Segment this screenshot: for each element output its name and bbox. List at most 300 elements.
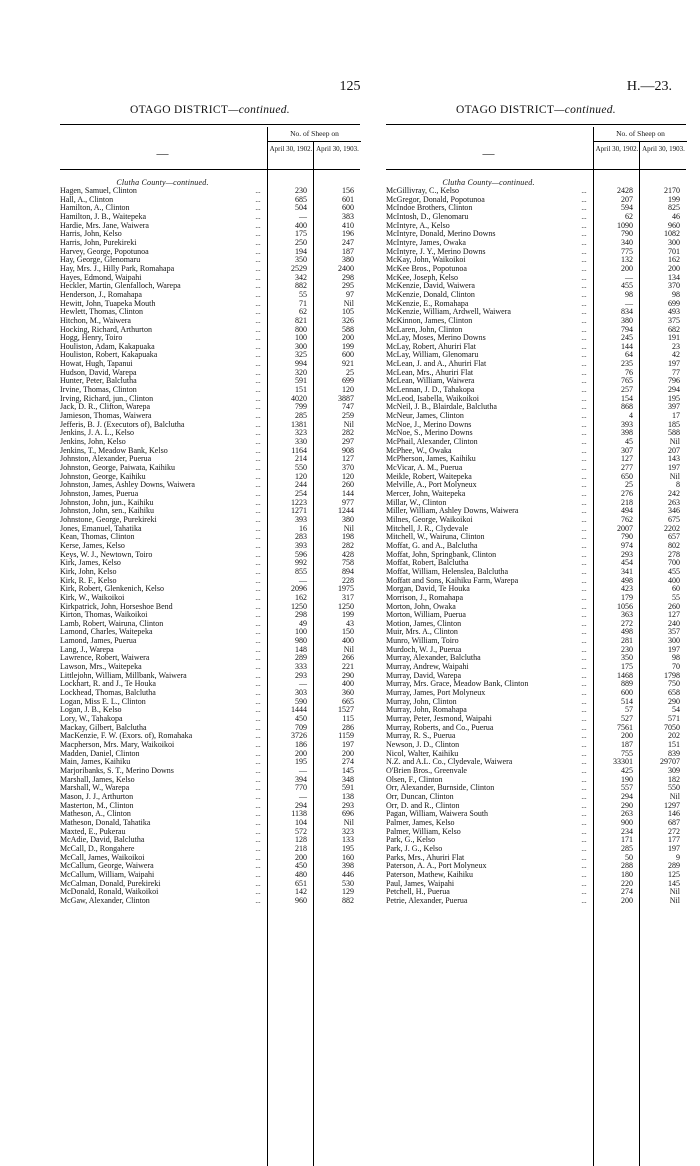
sheep-1903: 187 <box>342 246 354 256</box>
owner-name: Nicol, Walter, Kaihiku <box>386 749 459 758</box>
leader-dots: ... <box>581 256 587 265</box>
owner-name: Mackay, Gilbert, Balclutha <box>60 723 147 732</box>
leader-dots: ... <box>581 741 587 749</box>
sheep-1902: 992 <box>295 558 307 568</box>
leader-dots: ... <box>255 836 261 845</box>
table-header <box>386 124 686 170</box>
sheep-1903: 221 <box>342 662 354 672</box>
sheep-1902: 980 <box>295 636 307 646</box>
owner-name: Murray, David, Warepa <box>386 671 462 680</box>
table-row <box>386 698 686 707</box>
leader-dots: ... <box>581 438 587 447</box>
leader-dots: ... <box>255 394 261 403</box>
owner-name: McPhee, W., Owaka <box>386 446 452 455</box>
leader-dots: ... <box>581 706 587 715</box>
owner-name: Lamond, Charles, Waitepeka <box>60 628 153 637</box>
leader-dots: ... <box>581 792 587 801</box>
sheep-1903: Nil <box>343 817 354 827</box>
sheep-1903: 182 <box>668 774 680 784</box>
leader-dots: ... <box>255 360 261 369</box>
table-row <box>60 871 360 880</box>
table-row <box>60 654 360 663</box>
owner-name: McKenzie, E., Romahapa <box>386 299 469 308</box>
leader-dots: ... <box>255 853 261 862</box>
owner-name: McNoe, J., Merino Downs <box>386 420 472 429</box>
table-row <box>60 646 360 655</box>
sheep-1902: 323 <box>295 428 307 438</box>
sheep-1903: 1244 <box>338 506 354 516</box>
owner-name: Morton, William, Puerua <box>386 611 466 620</box>
owner-name: Keys, W. J., Newtown, Toiro <box>60 550 153 559</box>
district-title-cont: —continued. <box>554 104 616 116</box>
leader-dots: ... <box>581 888 587 897</box>
table-row <box>60 845 360 854</box>
leader-dots: ... <box>581 645 587 654</box>
leader-dots: ... <box>581 507 587 516</box>
sheep-1902: 557 <box>621 783 633 793</box>
sheep-1903: 977 <box>342 497 354 507</box>
table-row <box>386 706 686 715</box>
sheep-1903: 198 <box>342 532 354 542</box>
table-row <box>386 351 686 360</box>
col-1903-header: April 30, 1903. <box>639 142 687 172</box>
table-row <box>386 248 686 257</box>
owner-name: Hardie, Mrs. Jane, Waiwera <box>60 221 149 230</box>
table-row <box>60 620 360 629</box>
table-row <box>386 516 686 525</box>
sheep-1903: 295 <box>342 281 354 291</box>
sheep-1902: 293 <box>295 670 307 680</box>
sheep-1902: 341 <box>621 566 633 576</box>
table-row <box>60 698 360 707</box>
owner-name: Jenkins, T., Meadow Bank, Kelso <box>60 446 168 455</box>
owner-name: Moffat, Robert, Balclutha <box>386 559 469 568</box>
sheep-1903: 1250 <box>338 601 354 611</box>
owner-name: Moffat, G. and A., Balclutha <box>386 541 478 550</box>
table-row <box>60 603 360 612</box>
sheep-1902: 572 <box>295 826 307 836</box>
sheep-1902: 393 <box>295 540 307 550</box>
sheep-1903: 657 <box>668 532 680 542</box>
owner-name: Hitchon, M., Waiwera <box>60 316 131 325</box>
sheep-1903: 70 <box>672 662 680 672</box>
table-row <box>60 369 360 378</box>
table-row <box>386 377 686 386</box>
leader-dots: ... <box>255 438 261 447</box>
sheep-1902: — <box>625 298 633 308</box>
sheep-1902: 98 <box>625 289 633 299</box>
sheep-1902: 104 <box>295 817 307 827</box>
sheep-1903: 23 <box>672 341 680 351</box>
table-row <box>386 239 686 248</box>
owner-name: McIntyre, James, Owaka <box>386 238 466 247</box>
sheep-1902: 62 <box>299 307 307 317</box>
sheep-1902: 1381 <box>291 419 307 429</box>
sheep-1902: 132 <box>621 255 633 265</box>
owner-name: Mercer, John, Waitepeka <box>386 489 466 498</box>
table-row <box>386 862 686 871</box>
sheep-1902: 276 <box>621 488 633 498</box>
owner-name: McCall, D., Rongahere <box>60 844 135 853</box>
leader-dots: ... <box>581 308 587 317</box>
sheep-1902: 148 <box>295 644 307 654</box>
sheep-1903: 138 <box>342 791 354 801</box>
leader-dots: ... <box>255 732 261 741</box>
owner-name: Kerse, James, Kelso <box>60 541 125 550</box>
owner-name: Jenkins, John, Kelso <box>60 438 126 447</box>
sheep-1903: 894 <box>342 566 354 576</box>
leader-dots: ... <box>581 619 587 628</box>
owner-name: Lockhead, Thomas, Balclutha <box>60 689 156 698</box>
sheep-1903: 259 <box>342 411 354 421</box>
table-row <box>60 213 360 222</box>
owner-name: Irvine, Thomas, Clinton <box>60 386 137 395</box>
leader-dots: ... <box>255 524 261 533</box>
table-row <box>60 706 360 715</box>
table-row <box>386 741 686 750</box>
sheep-1902: 960 <box>295 895 307 905</box>
owner-name: Kirkpatrick, John, Horseshoe Bend <box>60 602 173 611</box>
leader-dots: ... <box>581 870 587 879</box>
table-row <box>60 317 360 326</box>
sheep-1903: 162 <box>668 255 680 265</box>
owner-name: Jack, D. R., Clifton, Warepa <box>60 403 151 412</box>
sheep-1903: 701 <box>668 246 680 256</box>
owner-name: McLean, Mrs., Ahuriri Flat <box>386 368 474 377</box>
sheep-1903: 298 <box>342 272 354 282</box>
table-row <box>386 429 686 438</box>
leader-dots: ... <box>581 715 587 724</box>
owner-name: McCallum, William, Waipahi <box>60 870 155 879</box>
sheep-1902: 120 <box>295 471 307 481</box>
owner-name: McGaw, Alexander, Clinton <box>60 896 150 905</box>
sheep-1902: 175 <box>295 229 307 239</box>
table-row <box>386 628 686 637</box>
leader-dots: ... <box>581 342 587 351</box>
sheep-1902: 303 <box>295 688 307 698</box>
sheep-1902: 218 <box>621 497 633 507</box>
owner-name: McKinnon, James, Clinton <box>386 316 473 325</box>
leader-dots: ... <box>255 775 261 784</box>
owner-name: McLay, Moses, Merino Downs <box>386 334 486 343</box>
leader-dots: ... <box>255 628 261 637</box>
sheep-1903: 1082 <box>664 229 680 239</box>
leader-dots: ... <box>255 533 261 542</box>
leader-dots: ... <box>255 420 261 429</box>
sheep-1903: 882 <box>342 895 354 905</box>
sheep-1903: 908 <box>342 445 354 455</box>
owner-name: Melville, A., Port Molyneux <box>386 481 477 490</box>
leader-dots: ... <box>255 715 261 724</box>
leader-dots: ... <box>581 611 587 620</box>
owner-name: Harris, John, Kelso <box>60 230 122 239</box>
owner-name: Main, James, Kaihiku <box>60 758 131 767</box>
table-row <box>386 758 686 767</box>
leader-dots: ... <box>255 550 261 559</box>
leader-dots: ... <box>581 334 587 343</box>
table-row <box>386 473 686 482</box>
sheep-1902: 591 <box>295 376 307 386</box>
table-row <box>60 854 360 863</box>
sheep-1903: 185 <box>668 419 680 429</box>
owner-name: McLeod, Isabella, Waikoikoi <box>386 394 479 403</box>
owner-name: Hewlett, Thomas, Clinton <box>60 308 143 317</box>
sheep-1902: 190 <box>621 774 633 784</box>
sheep-1902: 455 <box>621 281 633 291</box>
leader-dots: ... <box>255 247 261 256</box>
owner-name: McLennan, J. D., Tahakopa <box>386 386 475 395</box>
table-row <box>60 308 360 317</box>
table-row <box>60 248 360 257</box>
owner-name: McIntosh, D., Glenomaru <box>386 212 469 221</box>
sheep-1902: 650 <box>621 471 633 481</box>
leader-dots: ... <box>581 810 587 819</box>
table-row <box>60 862 360 871</box>
leader-dots: ... <box>255 766 261 775</box>
owner-name: Logan, J. B., Kelso <box>60 706 122 715</box>
leader-dots: ... <box>255 758 261 767</box>
section-heading: Clutha County—continued. <box>116 178 209 187</box>
owner-name: Kirton, Thomas, Waikoikoi <box>60 611 148 620</box>
sheep-1902: 1223 <box>291 497 307 507</box>
owner-name: Lockhart, R. and J., Te Houka <box>60 680 156 689</box>
leader-dots: ... <box>255 654 261 663</box>
leader-dots: ... <box>581 386 587 395</box>
table-row <box>386 776 686 785</box>
owner-name: Harris, John, Purekireki <box>60 238 137 247</box>
sheep-1903: 591 <box>342 783 354 793</box>
sheep-1903: 1297 <box>664 800 680 810</box>
sheep-1902: 504 <box>295 203 307 213</box>
leader-dots: ... <box>581 464 587 472</box>
sheep-1903: 54 <box>672 705 680 715</box>
sheep-1902: 594 <box>621 203 633 213</box>
owner-name: Park, G., Kelso <box>386 836 436 845</box>
owner-name: Moffat, William, Helenslea, Balclutha <box>386 567 509 576</box>
owner-name: Lamb, Robert, Wairuna, Clinton <box>60 619 164 628</box>
sheep-1903: 297 <box>342 437 354 447</box>
table-row <box>386 282 686 291</box>
sheep-1903: 300 <box>668 237 680 247</box>
table-row <box>60 585 360 594</box>
table-row <box>60 300 360 309</box>
table-row <box>60 274 360 283</box>
leader-dots: ... <box>581 593 587 602</box>
owner-name: Murray, Peter, Jesmond, Waipahi <box>386 715 492 724</box>
table-row <box>386 230 686 239</box>
leader-dots: ... <box>255 498 261 507</box>
table-row <box>386 499 686 508</box>
leader-dots: ... <box>581 628 587 637</box>
leader-dots: ... <box>255 273 261 282</box>
sheep-1902: 294 <box>295 800 307 810</box>
owner-name: Littlejohn, William, Millbank, Waiwera <box>60 671 187 680</box>
leader-dots: ... <box>581 230 587 239</box>
sheep-1903: 197 <box>668 644 680 654</box>
leader-dots: ... <box>581 541 587 550</box>
sheep-1903: 588 <box>668 428 680 438</box>
sheep-1902: 790 <box>621 229 633 239</box>
leader-dots: ... <box>581 567 587 576</box>
leader-dots: ... <box>581 766 587 775</box>
sheep-1902: 289 <box>295 653 307 663</box>
leader-dots: ... <box>581 671 587 680</box>
sheep-1902: 1250 <box>291 601 307 611</box>
leader-dots: ... <box>581 377 587 386</box>
sheep-1902: 274 <box>621 887 633 897</box>
sheep-1903: 7050 <box>664 722 680 732</box>
sheep-1902: 71 <box>299 298 307 308</box>
sheep-1903: 202 <box>668 731 680 741</box>
sheep-1903: 675 <box>668 514 680 524</box>
table-row <box>60 239 360 248</box>
table-row <box>60 334 360 343</box>
sheep-1902: 550 <box>295 463 307 472</box>
owner-name: Kean, Thomas, Clinton <box>60 533 135 542</box>
sheep-1902: 333 <box>295 662 307 672</box>
sheep-1902: 55 <box>299 289 307 299</box>
leader-dots: ... <box>255 810 261 819</box>
sheep-1903: 42 <box>672 350 680 360</box>
owner-name: Lawson, Mrs., Waitepeka <box>60 663 142 672</box>
table-row <box>386 481 686 490</box>
leader-dots: ... <box>255 896 261 905</box>
owner-name: McGregor, Donald, Popotunoa <box>386 195 485 204</box>
sheep-1903: 600 <box>342 350 354 360</box>
owner-name: Murray, R. S., Puerua <box>386 732 456 741</box>
sheep-1902: 244 <box>295 480 307 490</box>
sheep-1902: 1468 <box>617 670 633 680</box>
owner-name: Kirk, John, Kelso <box>60 567 117 576</box>
leader-dots: ... <box>255 784 261 793</box>
leader-dots: ... <box>581 585 587 594</box>
leader-dots: ... <box>581 299 587 308</box>
sheep-1902: 651 <box>295 878 307 888</box>
table-row <box>386 585 686 594</box>
sheep-1902: 765 <box>621 376 633 386</box>
owner-name: McGillivray, C., Kelso <box>386 187 460 195</box>
table-row <box>386 464 686 473</box>
sheep-1902: 250 <box>295 237 307 247</box>
owner-name: Millar, W., Clinton <box>386 498 447 507</box>
sheep-1903: Nil <box>343 644 354 654</box>
sheep-1903: 266 <box>342 653 354 663</box>
table-row <box>386 750 686 759</box>
owner-name: Hagen, Samuel, Clinton <box>60 187 137 195</box>
sheep-1902: 800 <box>295 324 307 334</box>
sheep-1903: 346 <box>668 506 680 516</box>
sheep-1903: 601 <box>342 194 354 204</box>
table-row <box>60 880 360 889</box>
owner-name: Murray, Mrs. Grace, Meadow Bank, Clinton <box>386 680 529 689</box>
leader-dots: ... <box>581 576 587 585</box>
table-row <box>386 300 686 309</box>
table-row <box>386 854 686 863</box>
sheep-1903: 98 <box>672 289 680 299</box>
leader-dots: ... <box>255 282 261 291</box>
owner-name: McVicar, A. M., Puerua <box>386 464 463 472</box>
sheep-1903: 260 <box>668 601 680 611</box>
leader-dots: ... <box>255 888 261 897</box>
owner-name: Palmer, William, Kelso <box>386 827 461 836</box>
table-row <box>60 222 360 231</box>
sheep-1903: 120 <box>342 471 354 481</box>
leader-dots: ... <box>255 464 261 472</box>
sheep-1902: 685 <box>295 194 307 204</box>
leader-dots: ... <box>255 706 261 715</box>
table-row <box>386 507 686 516</box>
sheep-1902: 62 <box>625 211 633 221</box>
owner-name: Madden, Daniel, Clinton <box>60 749 140 758</box>
sheep-1902: 1090 <box>617 220 633 230</box>
leader-dots: ... <box>255 221 261 230</box>
sheep-1903: 197 <box>342 740 354 749</box>
owner-name: Masterton, M., Clinton <box>60 801 134 810</box>
sheep-1902: 775 <box>621 246 633 256</box>
owner-name: Marshall, W., Warepa <box>60 784 130 793</box>
sheep-1903: 796 <box>668 376 680 386</box>
leader-dots: ... <box>255 256 261 265</box>
owner-name: MacKenzie, F. W. (Exors. of), Romahaka <box>60 732 193 741</box>
owner-name: Johnston, Alexander, Puerua <box>60 455 152 464</box>
sheep-1902: 100 <box>295 333 307 343</box>
owner-name: McPherson, James, Kaihiku <box>386 455 476 464</box>
sheep-1903: Nil <box>343 523 354 533</box>
leader-dots: ... <box>255 792 261 801</box>
table-row <box>60 758 360 767</box>
table-row <box>60 386 360 395</box>
table-row <box>60 187 360 196</box>
sheep-1903: 289 <box>668 861 680 871</box>
table-row <box>386 897 686 906</box>
sheep-1903: 145 <box>668 878 680 888</box>
sheep-1903: 758 <box>342 558 354 568</box>
sheep-1903: 195 <box>668 393 680 403</box>
owner-name: McKay, John, Waikoikoi <box>386 256 466 265</box>
sheep-1903: 493 <box>668 307 680 317</box>
sheep-1903: 282 <box>342 428 354 438</box>
owner-name: McLay, William, Glenomaru <box>386 351 479 360</box>
owner-name: Park, J. G., Kelso <box>386 844 443 853</box>
table-row <box>60 836 360 845</box>
table-row <box>60 326 360 335</box>
table-row <box>386 490 686 499</box>
leader-dots: ... <box>581 472 587 481</box>
sheep-1902: 171 <box>621 835 633 845</box>
sheep-1902: 330 <box>295 437 307 447</box>
sheep-1903: 25 <box>346 367 354 377</box>
sheep-1903: 60 <box>672 584 680 594</box>
owner-name: Hay, George, Glenomaru <box>60 256 141 265</box>
leader-dots: ... <box>255 204 261 213</box>
table-row <box>386 317 686 326</box>
leader-dots: ... <box>581 316 587 325</box>
owner-name: Hay, Mrs. J., Hilly Park, Romahapa <box>60 264 175 273</box>
owner-name: McKenzie, Donald, Clinton <box>386 290 475 299</box>
col-1903-header: April 30, 1903. <box>313 142 361 172</box>
leader-dots: ... <box>581 836 587 845</box>
leader-dots: ... <box>255 663 261 672</box>
table-row <box>386 646 686 655</box>
sheep-1902: 2529 <box>291 263 307 273</box>
owner-name: Morgan, David, Te Houka <box>386 585 470 594</box>
table-row <box>60 802 360 811</box>
sheep-1902: 393 <box>295 514 307 524</box>
sheep-1903: 921 <box>342 359 354 369</box>
table-row <box>386 187 686 196</box>
leader-dots: ... <box>255 481 261 490</box>
sheep-1902: 277 <box>621 463 633 472</box>
